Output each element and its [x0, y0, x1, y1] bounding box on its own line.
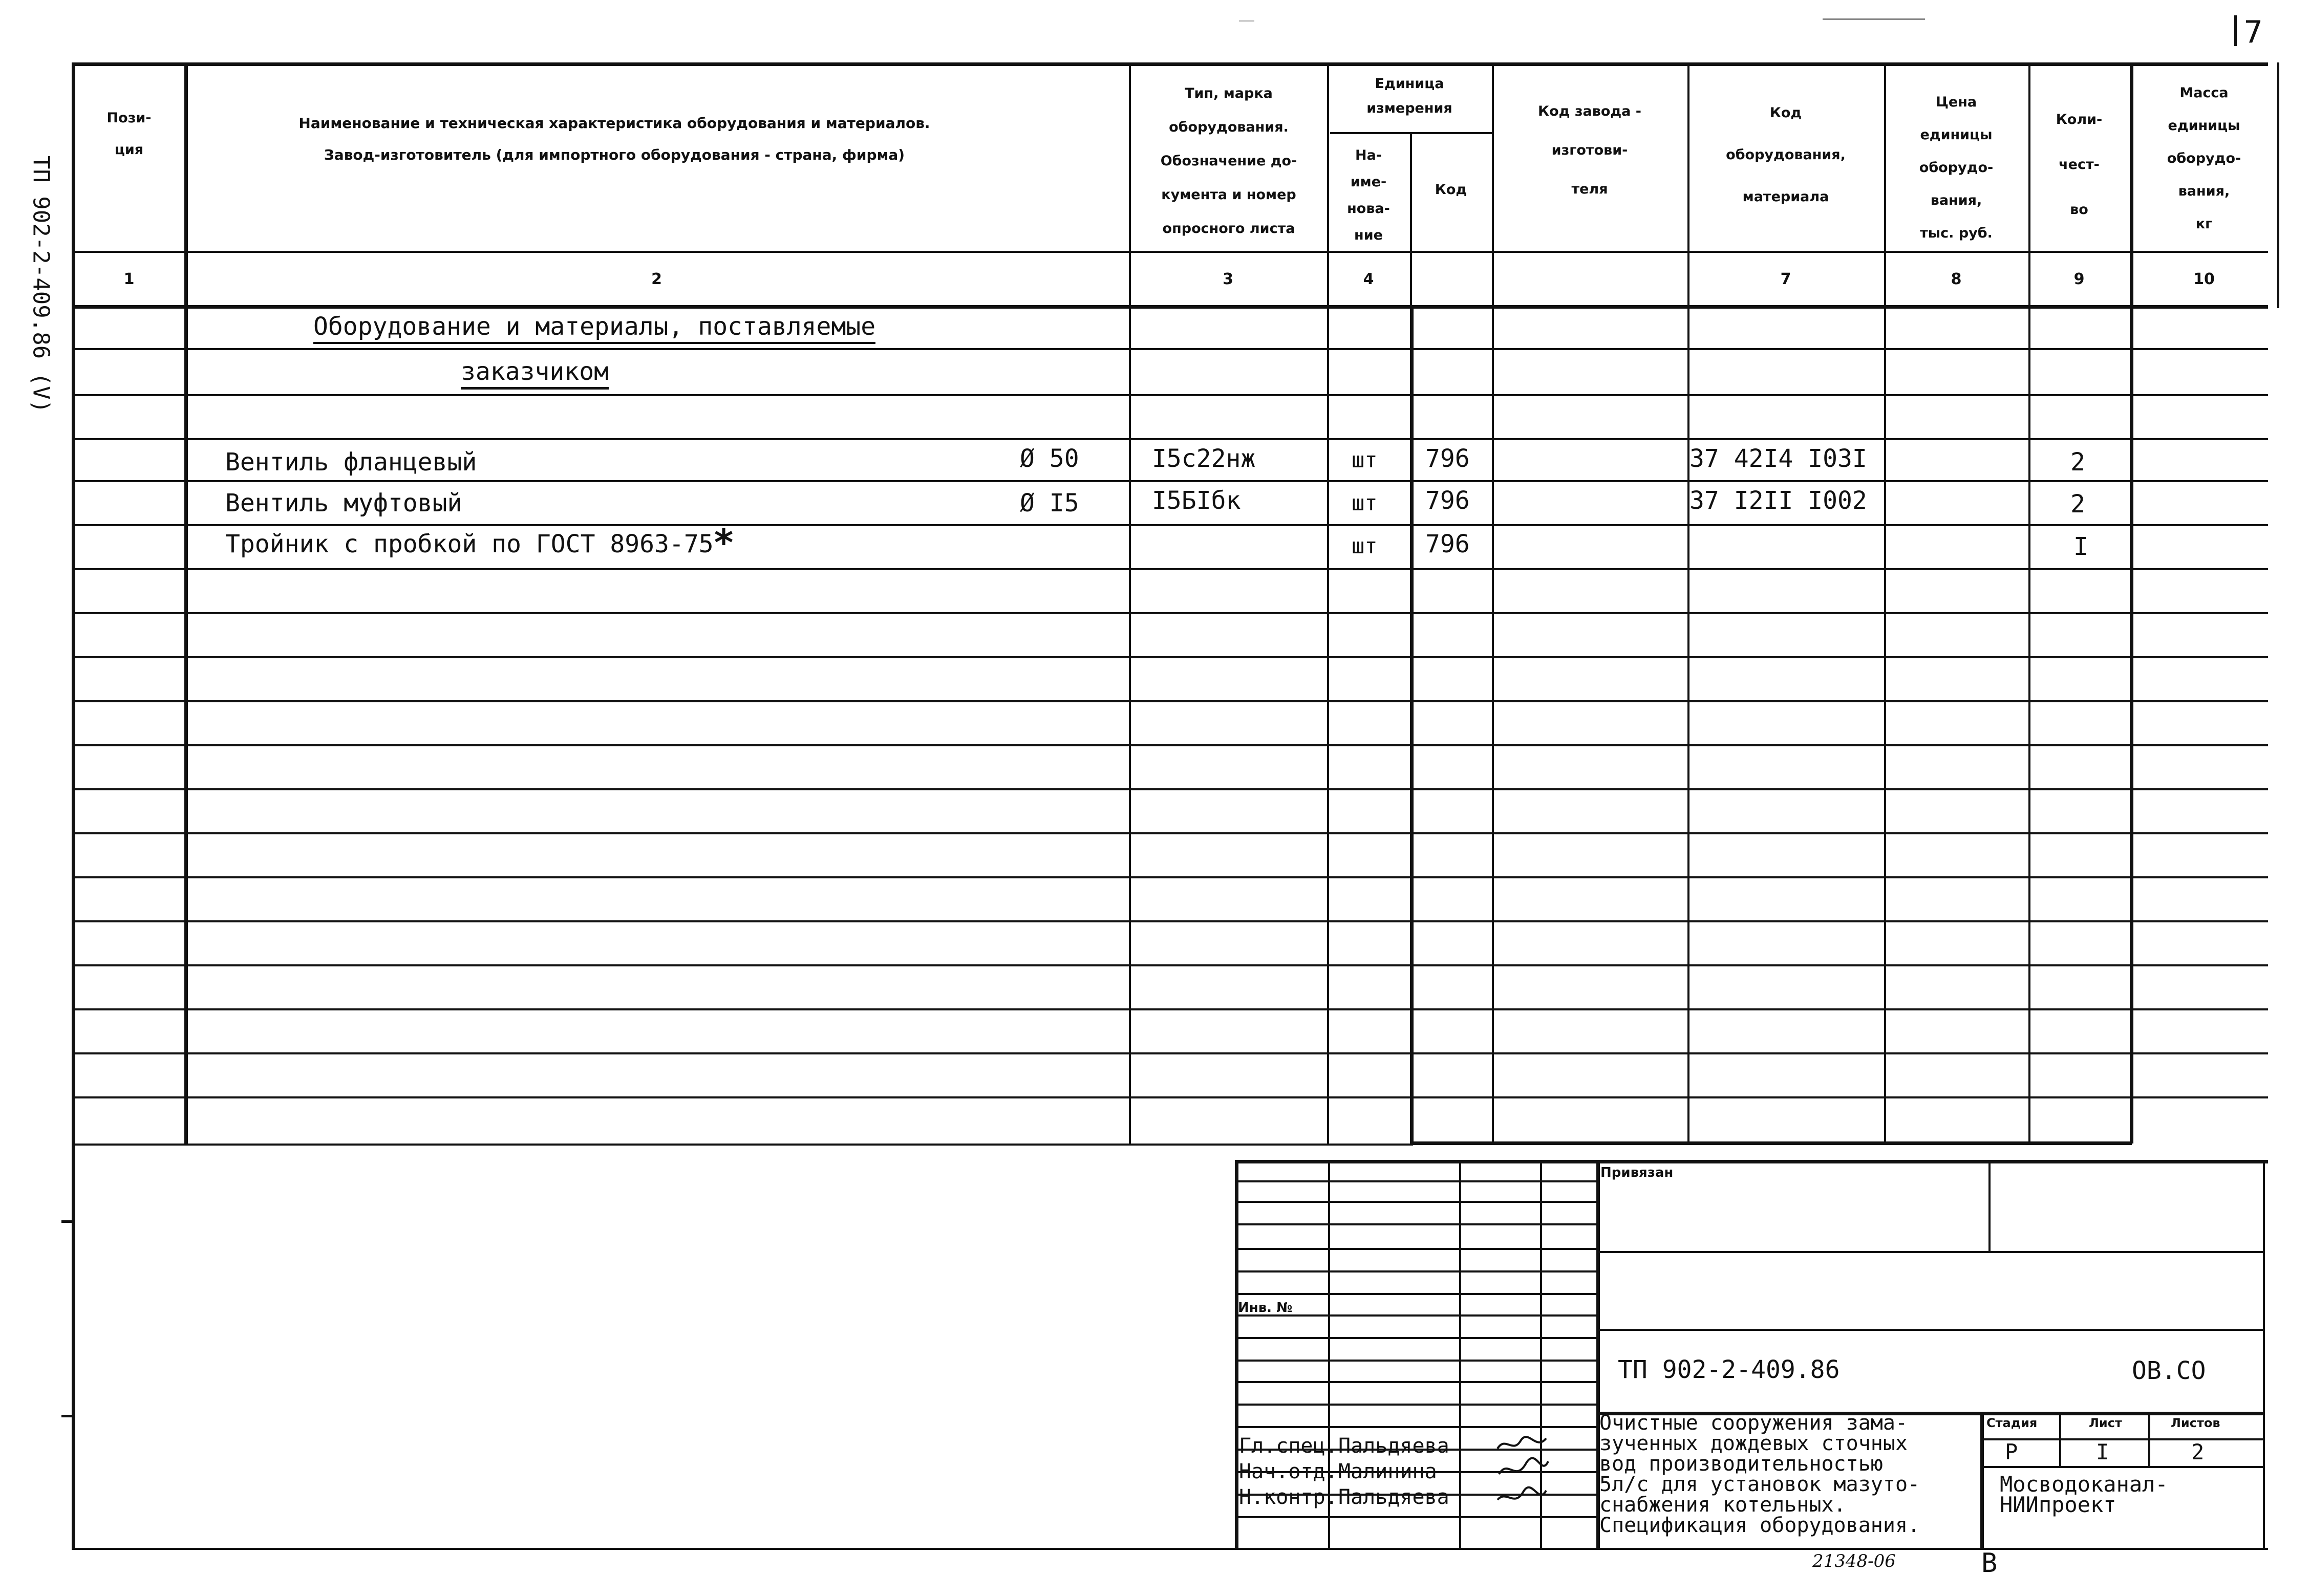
scan-mark	[1239, 20, 1254, 21]
section-title-line1: Оборудование и материалы, поставляемые	[313, 312, 875, 344]
role-3: Н.контр.	[1239, 1485, 1338, 1509]
sheets-value: 2	[2191, 1439, 2205, 1464]
role-1: Гл.спец.	[1239, 1434, 1338, 1458]
row-line	[72, 700, 2268, 702]
item-unit: шт	[1352, 490, 1378, 515]
hdr-col10: Масса единицы оборудо- вания, кг	[2167, 85, 2241, 232]
item-size: Ø I5	[1020, 489, 1079, 517]
body-bottom-thick	[1410, 1141, 2132, 1145]
table-top-border	[72, 62, 2268, 66]
hdr-col1: Пози- ция	[106, 110, 152, 158]
tb-row-line	[1235, 1426, 1596, 1428]
body-bottom-left	[72, 1144, 1413, 1146]
row-line	[72, 568, 2268, 570]
colnum-1: 1	[123, 270, 135, 288]
doc-mark: ОВ.СО	[2132, 1356, 2206, 1385]
colnum-3: 3	[1223, 270, 1233, 288]
colnum-4: 4	[1363, 270, 1374, 288]
hdr-unit-group: Единица измерения	[1366, 76, 1452, 116]
col-line-5	[1687, 62, 1689, 1144]
item-qty: 2	[2070, 490, 2085, 519]
row-line	[72, 832, 2268, 834]
tb-desc-divider	[1980, 1412, 1984, 1549]
item-size: Ø 50	[1020, 444, 1079, 473]
row-line	[72, 1008, 2268, 1010]
column-numbers-bottom-line	[72, 305, 2268, 309]
name-3: Пальдяева	[1338, 1485, 1449, 1509]
tb-row-line	[1235, 1293, 1596, 1295]
signatures-icon	[1495, 1433, 1551, 1515]
name-2: Малинина	[1338, 1460, 1437, 1483]
colnum-8: 8	[1951, 270, 1962, 288]
item-qty: I	[2073, 532, 2088, 561]
row-line	[72, 964, 2268, 966]
tb-stage-line2	[1980, 1466, 2263, 1468]
item-unit-code: 796	[1425, 530, 1470, 558]
item-unit: шт	[1352, 533, 1378, 558]
item-type: I5с22нж	[1152, 444, 1256, 473]
margin-tick	[61, 1220, 72, 1223]
tb-top-border	[1235, 1160, 2268, 1163]
section-title-line2: заказчиком	[461, 357, 609, 390]
tb-bound-divider	[1988, 1160, 1991, 1252]
hdr-col5: Код завода - изготови- теля	[1538, 103, 1641, 197]
tb-col-b	[1459, 1160, 1461, 1549]
sheet-value: I	[2096, 1439, 2109, 1464]
bound-label: Привязан	[1600, 1165, 1674, 1180]
row-line	[72, 480, 2268, 482]
colnum-7: 7	[1780, 270, 1791, 288]
tb-row-line	[1235, 1180, 1596, 1182]
tb-row-line	[1235, 1248, 1596, 1250]
header-bottom-line	[72, 251, 2268, 253]
row-line	[72, 920, 2268, 922]
item-type: I5БIбк	[1152, 486, 1241, 515]
item-qty: 2	[2070, 448, 2085, 477]
row-line	[72, 656, 2268, 658]
tb-stage-col2	[2148, 1412, 2150, 1466]
tb-stage-line1	[1980, 1438, 2263, 1440]
hdr-col9: Коли- чест- во	[2056, 112, 2103, 218]
doc-code: ТП 902-2-409.86	[1618, 1355, 1840, 1384]
sheets-label: Листов	[2171, 1416, 2220, 1430]
footnote-mark: *	[713, 521, 735, 564]
colnum-10: 10	[2193, 270, 2215, 288]
hdr-col2: Наименование и техническая характеристика оборудования и материалов. Завод-изготовитель (для импортного оборудования - страна, фирма)	[298, 115, 930, 163]
item-unit-code: 796	[1425, 486, 1470, 515]
tb-line-code	[1596, 1329, 2263, 1331]
hdr-col3: Тип, марка оборудования. Обозначение до- кумента и номер опросного листа	[1160, 85, 1297, 236]
hdr-col8: Цена единицы оборудо- вания, тыс. руб.	[1919, 94, 1994, 241]
tb-row-line	[1235, 1337, 1596, 1339]
margin-tick	[61, 1415, 72, 1417]
scan-mark	[1823, 18, 1925, 20]
tb-row-line	[1235, 1404, 1596, 1406]
doc-description: Очистные сооружения зама- зученных дождевых сточных вод производительностью 5л/с для установок мазуто- снабжения котельных. Спецификация оборудования.	[1599, 1411, 1920, 1537]
tb-left-border	[1235, 1160, 1238, 1549]
hdr-col4b: Код	[1435, 182, 1467, 198]
row-line	[72, 438, 2268, 440]
tb-row-line	[1235, 1201, 1596, 1203]
item-equip-code: 37 42I4 I03I	[1689, 444, 1867, 473]
sheet-bottom-border	[72, 1548, 2268, 1550]
col-line-left	[72, 62, 75, 1144]
sheet-label: Лист	[2089, 1416, 2122, 1430]
row-line	[72, 612, 2268, 614]
row-line	[72, 394, 2268, 396]
role-2: Нач.отд.	[1239, 1460, 1338, 1483]
stage-label: Стадия	[1986, 1416, 2038, 1430]
item-name: Вентиль муфтовый	[225, 489, 462, 517]
row-line	[72, 1052, 2268, 1054]
side-stamp: ТП 902-2-409.86 (V)	[28, 155, 54, 414]
colnum-9: 9	[2073, 270, 2085, 288]
item-equip-code: 37 I2II I002	[1689, 486, 1867, 515]
colnum-2: 2	[651, 270, 662, 288]
name-1: Пальдяева	[1338, 1434, 1449, 1458]
col-line-4b	[1492, 62, 1494, 1144]
tb-row-line	[1235, 1270, 1596, 1273]
col-line-4a	[1410, 305, 1414, 1145]
footer-letter: В	[1981, 1548, 1998, 1579]
col-line-4a-header	[1410, 132, 1412, 305]
corner-divider	[2234, 15, 2237, 46]
stage-value: Р	[2005, 1439, 2018, 1464]
row-line	[72, 788, 2268, 790]
sheet-corner-number: 7	[2243, 14, 2263, 50]
row-line	[72, 524, 2268, 526]
item-unit: шт	[1352, 447, 1378, 472]
tb-line-bound	[1596, 1251, 2263, 1253]
footer-number: 21348-06	[1812, 1551, 1896, 1571]
tb-row-line	[1235, 1223, 1596, 1225]
tb-stage-col1	[2059, 1412, 2061, 1466]
row-line	[72, 1096, 2268, 1098]
row-line	[72, 876, 2268, 878]
tb-row-line	[1235, 1516, 1596, 1518]
item-unit-code: 796	[1425, 444, 1470, 473]
row-line	[72, 348, 2268, 350]
organization: Мосводоканал- НИИпроект	[2000, 1472, 2168, 1517]
hdr-col4a: На- име- нова- ние	[1347, 147, 1390, 243]
tb-right-border	[2263, 1160, 2265, 1549]
tb-row-line	[1235, 1381, 1596, 1383]
inv-label: Инв. №	[1238, 1300, 1293, 1315]
col-line-1	[184, 62, 188, 1144]
sheet-left-border	[72, 1144, 75, 1549]
tb-row-line	[1235, 1360, 1596, 1362]
item-name: Тройник с пробкой по ГОСТ 8963-75	[225, 530, 714, 558]
row-line	[72, 744, 2268, 746]
item-name: Вентиль фланцевый	[225, 448, 477, 477]
hdr-col7: Код оборудования, материала	[1726, 105, 1846, 205]
